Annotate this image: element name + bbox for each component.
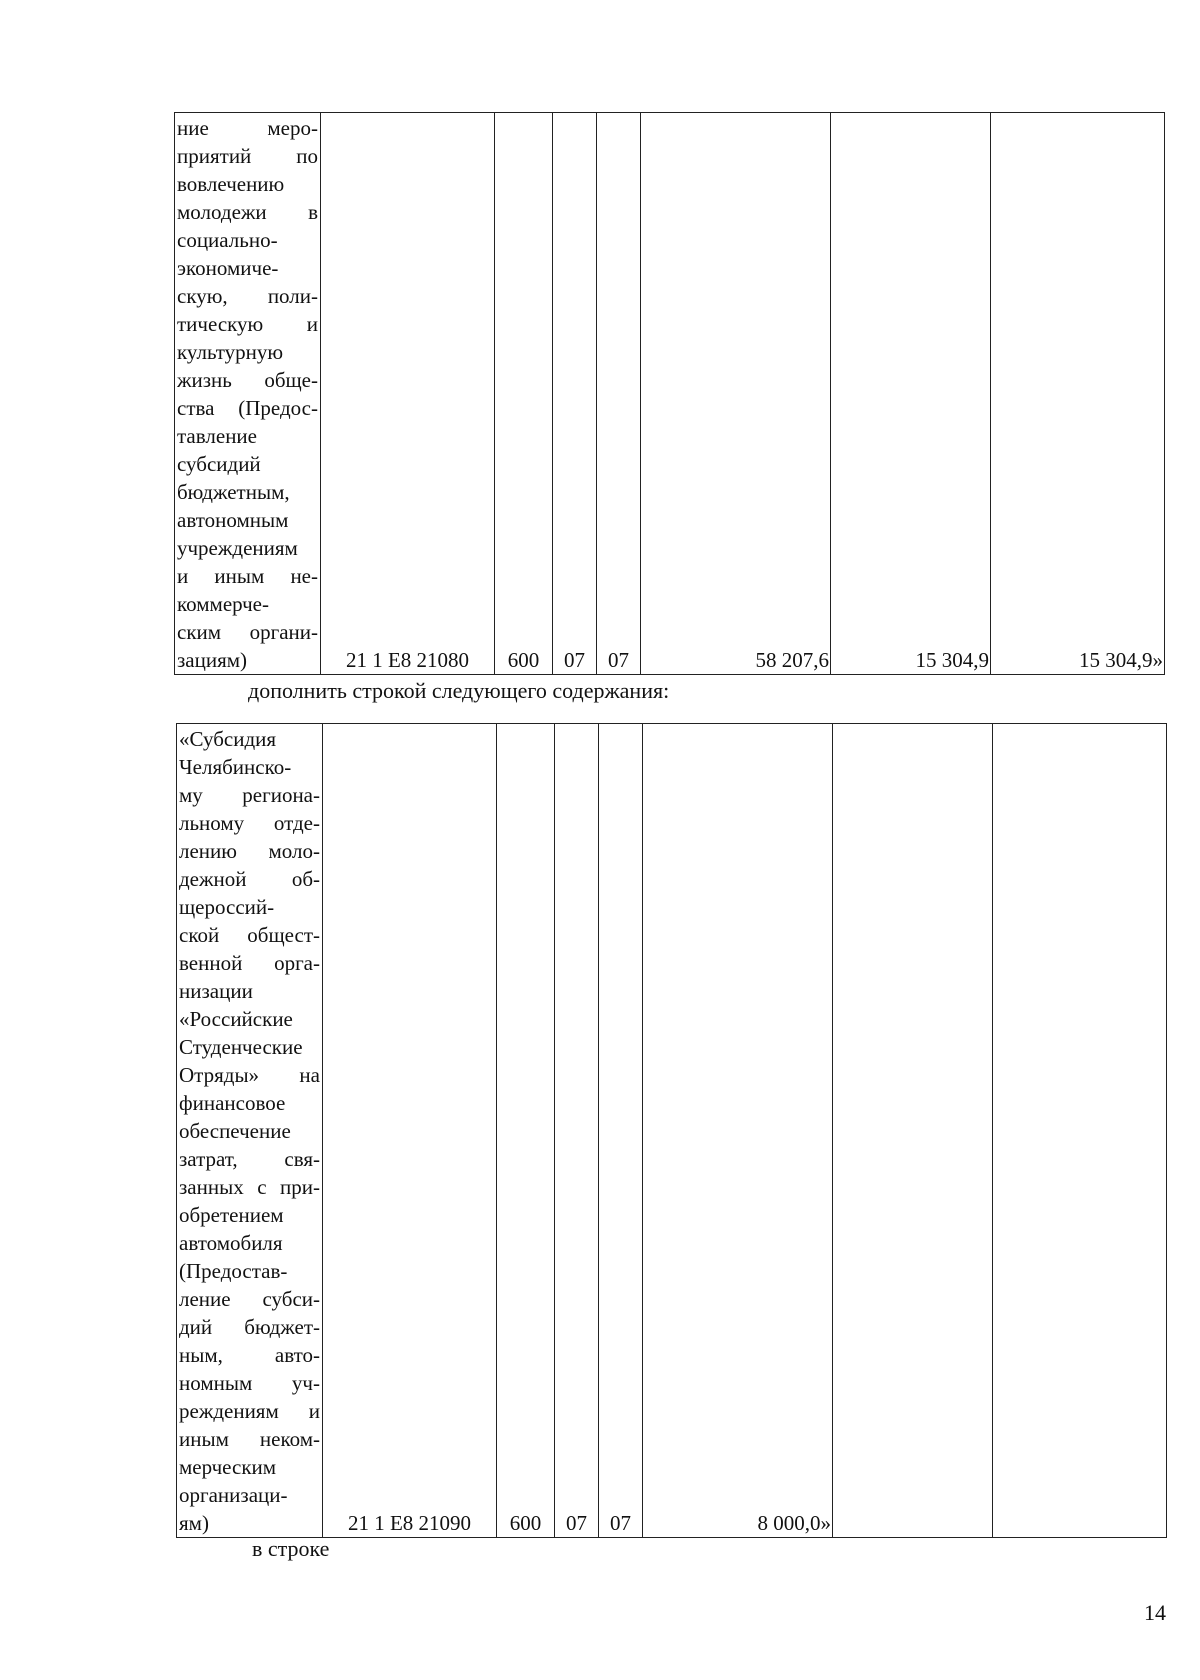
table-row: [175, 113, 1165, 675]
subsection-code: 07: [597, 113, 641, 675]
description-line: бюджетным,: [177, 480, 290, 504]
description-line: ским органи-: [177, 620, 318, 644]
table-row: [177, 724, 1167, 1538]
description-line: Студенческие: [179, 1035, 303, 1059]
description-line: щероссий-: [179, 895, 275, 919]
amount-year-1: 8 000,0»: [643, 724, 833, 1538]
description-line: Челябинско-: [179, 755, 292, 779]
amount-year-2: 15 304,9: [831, 113, 991, 675]
description-line: низации: [179, 979, 253, 1003]
description-line: скую, поли-: [177, 284, 318, 308]
expense-type-code: 600: [495, 113, 553, 675]
description-line: дий бюджет-: [179, 1315, 320, 1339]
description-line: венной орга-: [179, 951, 320, 975]
description-line: лению моло-: [179, 839, 320, 863]
description-line: ным, авто-: [179, 1343, 320, 1367]
amount-year-3: [993, 724, 1167, 1538]
amendment-instruction: дополнить строкой следующего содержания:: [248, 678, 670, 703]
description-line: затрат, свя-: [179, 1147, 320, 1171]
description-line: молодежи в: [177, 200, 318, 224]
description-line: реждениям и: [179, 1399, 320, 1423]
description-line: (Предостав-: [179, 1259, 288, 1283]
amount-year-2: [833, 724, 993, 1538]
budget-table-2: [176, 723, 1167, 1538]
amount-year-3: 15 304,9»: [991, 113, 1165, 675]
amendment-instruction: в строке: [252, 1536, 330, 1561]
description-line: иным неком-: [179, 1427, 320, 1451]
description-line: ства (Предос-: [177, 396, 318, 420]
section-code: 07: [555, 724, 599, 1538]
target-article-code: 21 1 E8 21080: [321, 113, 495, 675]
description-line: дежной об-: [179, 867, 320, 891]
amount-year-1: 58 207,6: [641, 113, 831, 675]
description-line: занных с при-: [179, 1175, 320, 1199]
description-line: коммерче-: [177, 592, 269, 616]
description-line: жизнь обще-: [177, 368, 318, 392]
page-number: 14: [1144, 1600, 1166, 1625]
description-line: мерческим: [179, 1455, 277, 1479]
description-line: экономиче-: [177, 256, 279, 280]
target-article-code: 21 1 E8 21090: [323, 724, 497, 1538]
description-line: ние меро-: [177, 116, 318, 140]
description-line: обеспечение: [179, 1119, 291, 1143]
expense-type-code: 600: [497, 724, 555, 1538]
section-code: 07: [553, 113, 597, 675]
subsection-code: 07: [599, 724, 643, 1538]
description-line: тическую и: [177, 312, 318, 336]
description-line: Отряды» на: [179, 1063, 320, 1087]
description-line: «Российские: [179, 1007, 293, 1031]
description-line: ление субси-: [179, 1287, 320, 1311]
description-line: зациям): [177, 648, 248, 672]
description-line: тавление: [177, 424, 257, 448]
description-line: учреждениям: [177, 536, 298, 560]
description-line: ской общест-: [179, 923, 320, 947]
row-description: [177, 724, 323, 1538]
description-line: номным уч-: [179, 1371, 320, 1395]
description-line: социально-: [177, 228, 278, 252]
description-line: льному отде-: [179, 811, 320, 835]
description-line: ям): [179, 1511, 209, 1535]
description-line: вовлечению: [177, 172, 285, 196]
description-line: автономным: [177, 508, 289, 532]
description-line: му регионa-: [179, 783, 320, 807]
description-line: культурную: [177, 340, 284, 364]
description-line: финансовое: [179, 1091, 286, 1115]
budget-table-1: [174, 112, 1165, 675]
description-line: «Субсидия: [179, 727, 277, 751]
description-line: субсидий: [177, 452, 261, 476]
description-line: и иным не-: [177, 564, 318, 588]
description-line: автомобиля: [179, 1231, 283, 1255]
description-line: обретением: [179, 1203, 284, 1227]
description-line: организаци-: [179, 1483, 288, 1507]
description-line: приятий по: [177, 144, 318, 168]
row-description: [175, 113, 321, 675]
